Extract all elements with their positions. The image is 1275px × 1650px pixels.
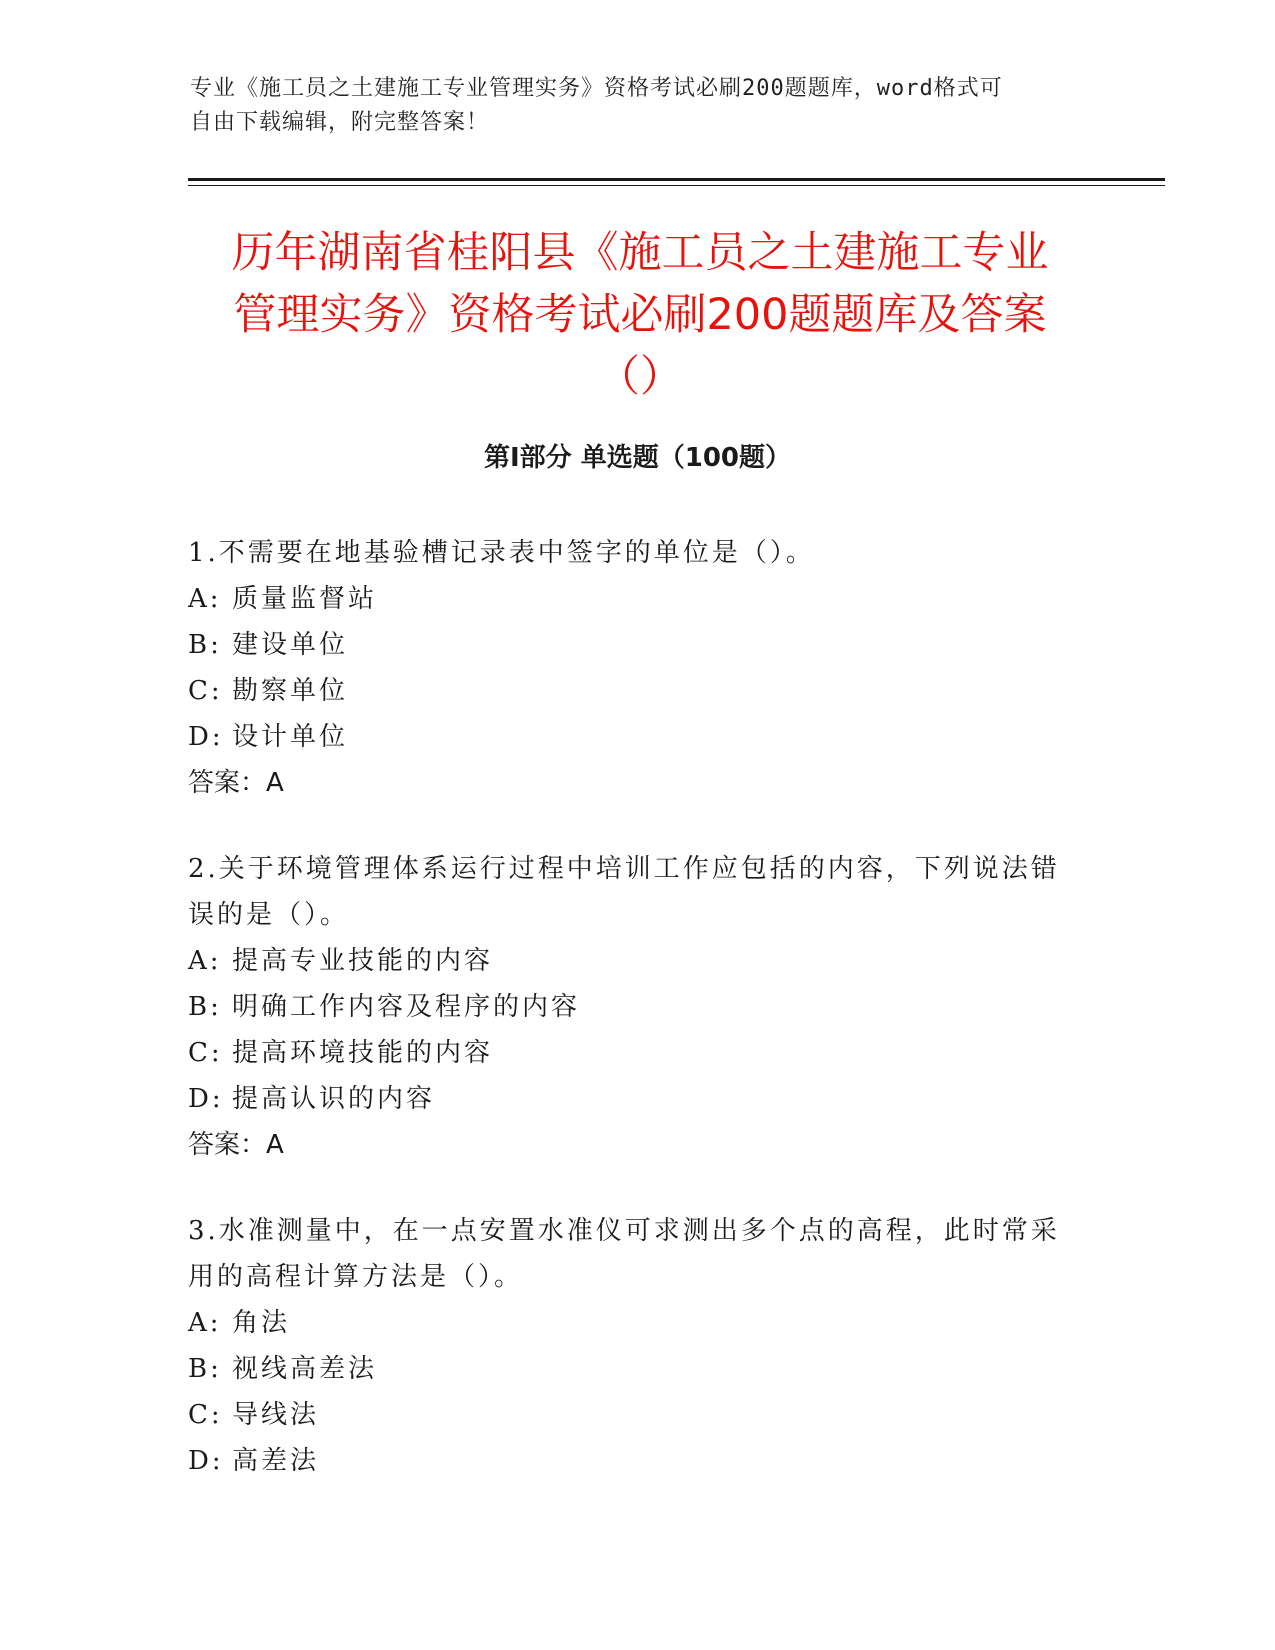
option-letter: A: xyxy=(188,946,222,976)
option-letter: A: xyxy=(188,1308,222,1338)
option-letter: D: xyxy=(188,1084,224,1114)
option-letter: D: xyxy=(188,1446,224,1476)
header-note-line-1: 专业《施工员之土建施工专业管理实务》资格考试必刷200题题库，word格式可 xyxy=(190,76,1003,101)
document-title xyxy=(180,222,1100,408)
answer-line: 答案：A xyxy=(188,1130,284,1160)
header-divider-thin xyxy=(188,185,1165,186)
option-letter: B: xyxy=(188,630,222,660)
answer-line: 答案：A xyxy=(188,768,284,798)
document-title-line-2: 管理实务》资格考试必刷200题题库及答案 xyxy=(233,290,1047,340)
option-text: 提高专业技能的内容 xyxy=(232,946,494,976)
header-note-line-2: 自由下载编辑，附完整答案！ xyxy=(190,110,490,135)
question-stem-line: 用的高程计算方法是（）。 xyxy=(188,1262,524,1292)
option-letter: C: xyxy=(188,676,223,706)
document-title-line-1: 历年湖南省桂阳县《施工员之土建施工专业 xyxy=(231,228,1049,278)
option-text: 建设单位 xyxy=(232,630,349,660)
question-stem-line: 2.关于环境管理体系运行过程中培训工作应包括的内容，下列说法错 xyxy=(188,854,1060,884)
option-letter: D: xyxy=(188,722,224,752)
option-letter: C: xyxy=(188,1400,223,1430)
section-heading: 第Ⅰ部分 单选题（100题） xyxy=(484,443,791,473)
option-b xyxy=(188,1346,1088,1392)
option-text: 提高环境技能的内容 xyxy=(232,1038,494,1068)
option-a xyxy=(188,576,1088,622)
option-text: 质量监督站 xyxy=(232,584,378,614)
question-list xyxy=(188,530,1088,1524)
header-divider-thick xyxy=(188,178,1165,181)
option-text: 视线高差法 xyxy=(232,1354,378,1384)
option-b xyxy=(188,622,1088,668)
option-d xyxy=(188,1438,1088,1484)
option-text: 提高认识的内容 xyxy=(232,1084,436,1114)
option-c xyxy=(188,668,1088,714)
document-title-line-3: （） xyxy=(597,352,683,402)
option-letter: C: xyxy=(188,1038,223,1068)
option-text: 高差法 xyxy=(232,1446,320,1476)
option-c xyxy=(188,1030,1088,1076)
option-text: 勘察单位 xyxy=(232,676,349,706)
question-stem xyxy=(188,1208,1088,1300)
option-a xyxy=(188,1300,1088,1346)
option-text: 明确工作内容及程序的内容 xyxy=(232,992,581,1022)
option-d xyxy=(188,714,1088,760)
header-note xyxy=(190,72,1090,140)
question-2 xyxy=(188,846,1088,1168)
option-letter: B: xyxy=(188,1354,222,1384)
question-stem-line: 1.不需要在地基验槽记录表中签字的单位是（）。 xyxy=(188,538,815,568)
option-c xyxy=(188,1392,1088,1438)
question-stem-line: 误的是（）。 xyxy=(188,900,350,930)
question-3 xyxy=(188,1208,1088,1484)
option-text: 角法 xyxy=(232,1308,291,1338)
question-stem xyxy=(188,530,1088,576)
option-text: 导线法 xyxy=(232,1400,320,1430)
option-b xyxy=(188,984,1088,1030)
option-text: 设计单位 xyxy=(232,722,349,752)
question-stem xyxy=(188,846,1088,938)
question-1 xyxy=(188,530,1088,806)
option-d xyxy=(188,1076,1088,1122)
option-a xyxy=(188,938,1088,984)
question-stem-line: 3.水准测量中，在一点安置水准仪可求测出多个点的高程，此时常采 xyxy=(188,1216,1060,1246)
option-letter: B: xyxy=(188,992,222,1022)
option-letter: A: xyxy=(188,584,222,614)
